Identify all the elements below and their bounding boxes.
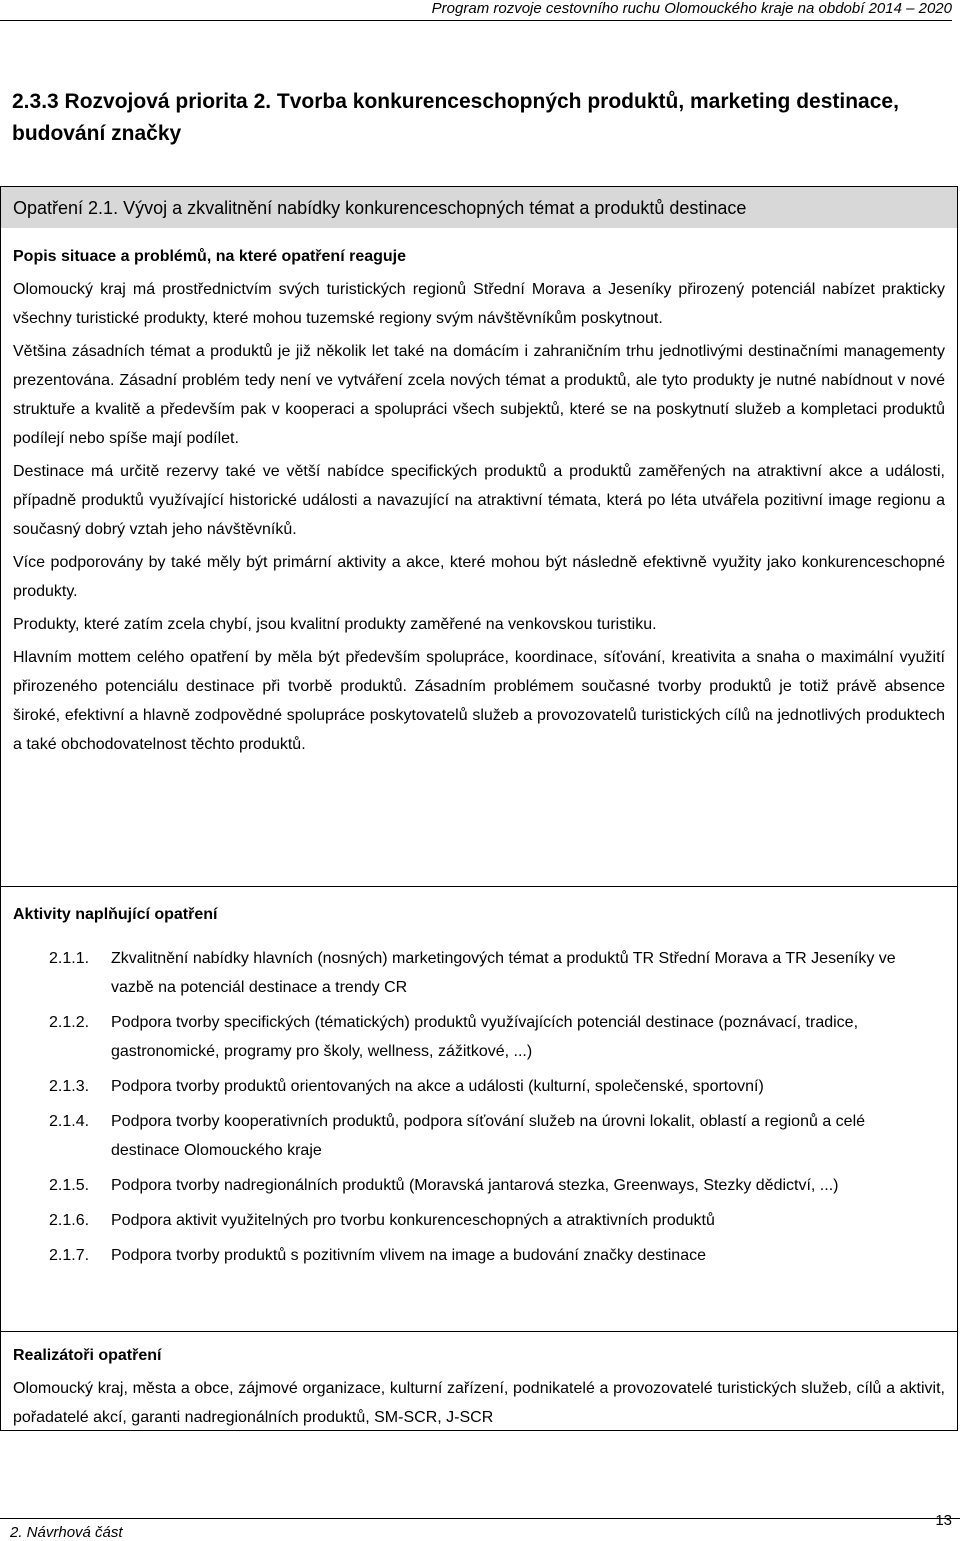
activity-text: Zkvalitnění nabídky hlavních (nosných) marketingových témat a produktů TR Střední Morava a TR Jeseníky ve vazbě na potenciál destinace a trendy CR	[111, 950, 896, 996]
activity-text: Podpora aktivit využitelných pro tvorbu konkurenceschopných a atraktivních produktů	[111, 1212, 715, 1229]
activity-number: 2.1.2.	[49, 1014, 90, 1031]
footer-section-label: 2. Návrhová část	[10, 1524, 123, 1541]
activity-number: 2.1.3.	[49, 1078, 90, 1095]
activity-text: Podpora tvorby produktů orientovaných na akce a události (kulturní, společenské, sportovní)	[111, 1078, 764, 1095]
activity-number: 2.1.4.	[49, 1113, 90, 1130]
situation-paragraph: Olomoucký kraj má prostřednictvím svých turistických regionů Střední Morava a Jeseníky přirozený potenciál nabízet prakticky všechny turistické produkty, které mohou tuzemské regiony svým návštěvníkům poskytnout.	[13, 281, 945, 327]
situation-paragraph: Většina zásadních témat a produktů je již několik let také na domácím i zahraničním trhu jednotlivými destinačními managementy prezentována. Zásadní problém tedy není ve vytváření zcela nových témat a produktů, ale tyto produkty je nutné nabídnout v nové struktuře a kvalitě a především pak v kooperaci a spolupráci všech subjektů, které se na poskytnutí služeb a kompletaci produktů podílejí nebo spíše mají podílet.	[13, 343, 945, 447]
situation-paragraph: Produkty, které zatím zcela chybí, jsou kvalitní produkty zaměřené na venkovskou turistiku.	[13, 616, 657, 633]
activities-list	[13, 944, 945, 1270]
running-header: Program rozvoje cestovního ruchu Olomouckého kraje na období 2014 – 2020	[0, 0, 952, 21]
activities-box	[0, 886, 958, 1332]
activity-item	[13, 1171, 945, 1200]
activity-number: 2.1.1.	[49, 950, 90, 967]
activity-text: Podpora tvorby nadregionálních produktů (Moravská jantarová stezka, Greenways, Stezky dědictví, ...)	[111, 1177, 839, 1194]
situation-paragraph: Destinace má určitě rezervy také ve větší nabídce specifických produktů a produktů zaměřených na atraktivní akce a události, případně produktů využívající historické události a navazující na atraktivní témata, která po léta utvářela pozitivní image regionu a současný dobrý vztah jeho návštěvníků.	[13, 463, 945, 538]
situation-paragraph: Více podporovány by také měly být primární aktivity a akce, které mohou být následně efektivně využity jako konkurenceschopné produkty.	[13, 554, 945, 600]
activity-text: Podpora tvorby specifických (tématických) produktů využívajících potenciál destinace (poznávací, tradice, gastronomické, programy pro školy, wellness, zážitkové, ...)	[111, 1014, 859, 1060]
activity-text: Podpora tvorby kooperativních produktů, podpora síťování služeb na úrovni lokalit, oblastí a regionů a celé destinace Olomouckého kraje	[111, 1113, 866, 1159]
activity-number: 2.1.5.	[49, 1177, 90, 1194]
activity-item	[13, 1008, 945, 1066]
measure-content	[1, 228, 957, 759]
activity-text: Podpora tvorby produktů s pozitivním vlivem na image a budování značky destinace	[111, 1247, 706, 1264]
footer-rule	[0, 1518, 960, 1519]
activity-item	[13, 1241, 945, 1270]
implementers-text: Olomoucký kraj, města a obce, zájmové organizace, kulturní zařízení, podnikatelé a provozovatelé turistických služeb, cílů a aktivit, pořadatelé akcí, garanti nadregionálních produktů, SM-SCR, J-SCR	[13, 1380, 945, 1426]
situation-heading: Popis situace a problémů, na které opatření reaguje	[13, 248, 407, 265]
implementers-box	[0, 1331, 958, 1431]
measure-box	[0, 186, 958, 886]
activities-heading: Aktivity naplňující opatření	[13, 906, 218, 923]
activity-item	[13, 1107, 945, 1165]
activity-item	[13, 944, 945, 1002]
section-heading: 2.3.3 Rozvojová priorita 2. Tvorba konkurenceschopných produktů, marketing destinace, budování značky	[12, 90, 899, 145]
activity-number: 2.1.7.	[49, 1247, 90, 1264]
activity-item	[13, 1072, 945, 1101]
page-number: 13	[935, 1512, 952, 1529]
activity-item	[13, 1206, 945, 1235]
activity-number: 2.1.6.	[49, 1212, 90, 1229]
situation-paragraph: Hlavním mottem celého opatření by měla být především spolupráce, koordinace, síťování, kreativita a snaha o maximální využití přirozeného potenciálu destinace při tvorbě produktů. Zásadním problémem současné tvorby produktů je totiž právě absence široké, efektivní a hlavně zodpovědné spolupráce poskytovatelů služeb a provozovatelů turistických cílů na jednotlivých produktech a také obchodovatelnost těchto produktů.	[13, 649, 945, 753]
implementers-heading: Realizátoři opatření	[13, 1347, 162, 1364]
measure-title: Opatření 2.1. Vývoj a zkvalitnění nabídky konkurenceschopných témat a produktů destinace	[1, 187, 957, 228]
